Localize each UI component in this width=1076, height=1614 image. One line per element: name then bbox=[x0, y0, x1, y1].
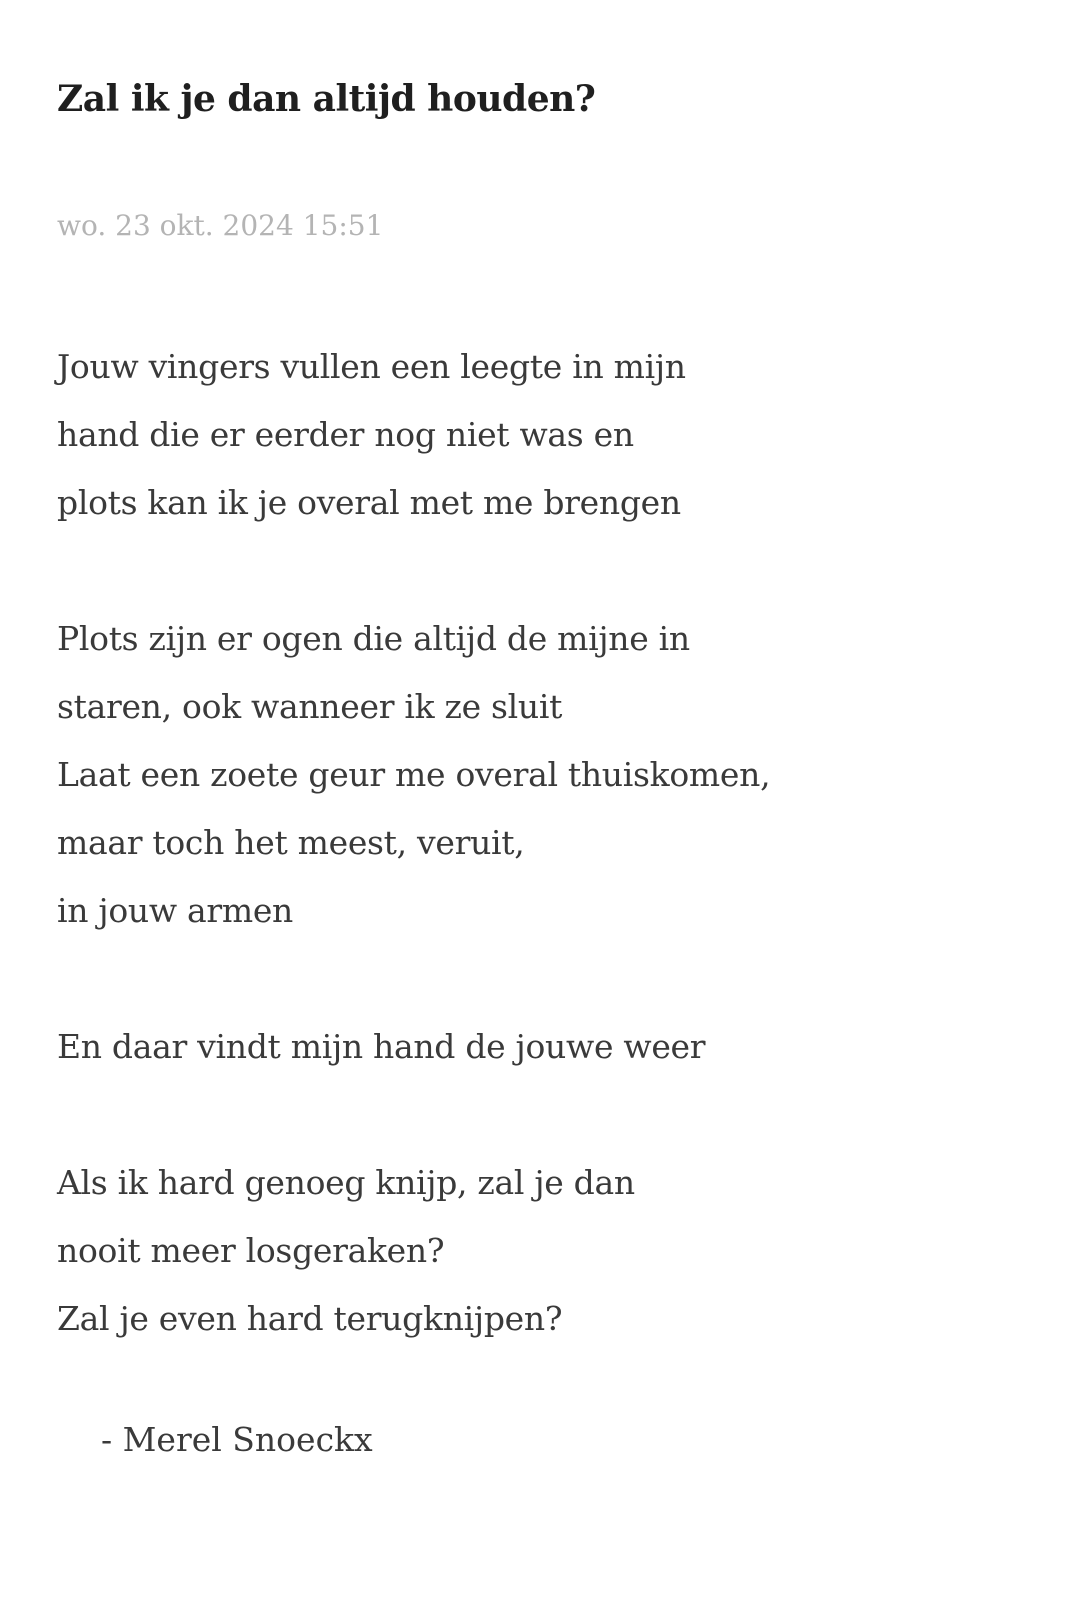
poem-line: Zal je even hard terugknijpen? bbox=[57, 1299, 563, 1338]
poem-line: maar toch het meest, veruit, bbox=[57, 823, 525, 862]
poem-line: hand die er eerder nog niet was en bbox=[57, 415, 634, 454]
poem-body bbox=[57, 333, 770, 1421]
poem-line: plots kan ik je overal met me brengen bbox=[57, 483, 681, 522]
poem-stanza-1 bbox=[57, 333, 770, 537]
poem-line: Jouw vingers vullen een leegte in mijn bbox=[57, 347, 686, 386]
poem-line: nooit meer losgeraken? bbox=[57, 1231, 445, 1270]
poem-line: staren, ook wanneer ik ze sluit bbox=[57, 687, 563, 726]
poem-line: En daar vindt mijn hand de jouwe weer bbox=[57, 1027, 706, 1066]
poem-stanza-4 bbox=[57, 1149, 770, 1353]
poem-line: Laat een zoete geur me overal thuiskomen, bbox=[57, 755, 771, 794]
poem-line: in jouw armen bbox=[57, 891, 294, 930]
article-title: Zal ik je dan altijd houden? bbox=[57, 78, 596, 120]
poem-stanza-3 bbox=[57, 1013, 770, 1081]
poem-stanza-2 bbox=[57, 605, 770, 945]
article-timestamp: wo. 23 okt. 2024 15:51 bbox=[57, 209, 384, 242]
article bbox=[57, 0, 1076, 1614]
author-signature: - Merel Snoeckx bbox=[101, 1420, 373, 1459]
poem-line: Plots zijn er ogen die altijd de mijne in bbox=[57, 619, 690, 658]
poem-line: Als ik hard genoeg knijp, zal je dan bbox=[57, 1163, 635, 1202]
